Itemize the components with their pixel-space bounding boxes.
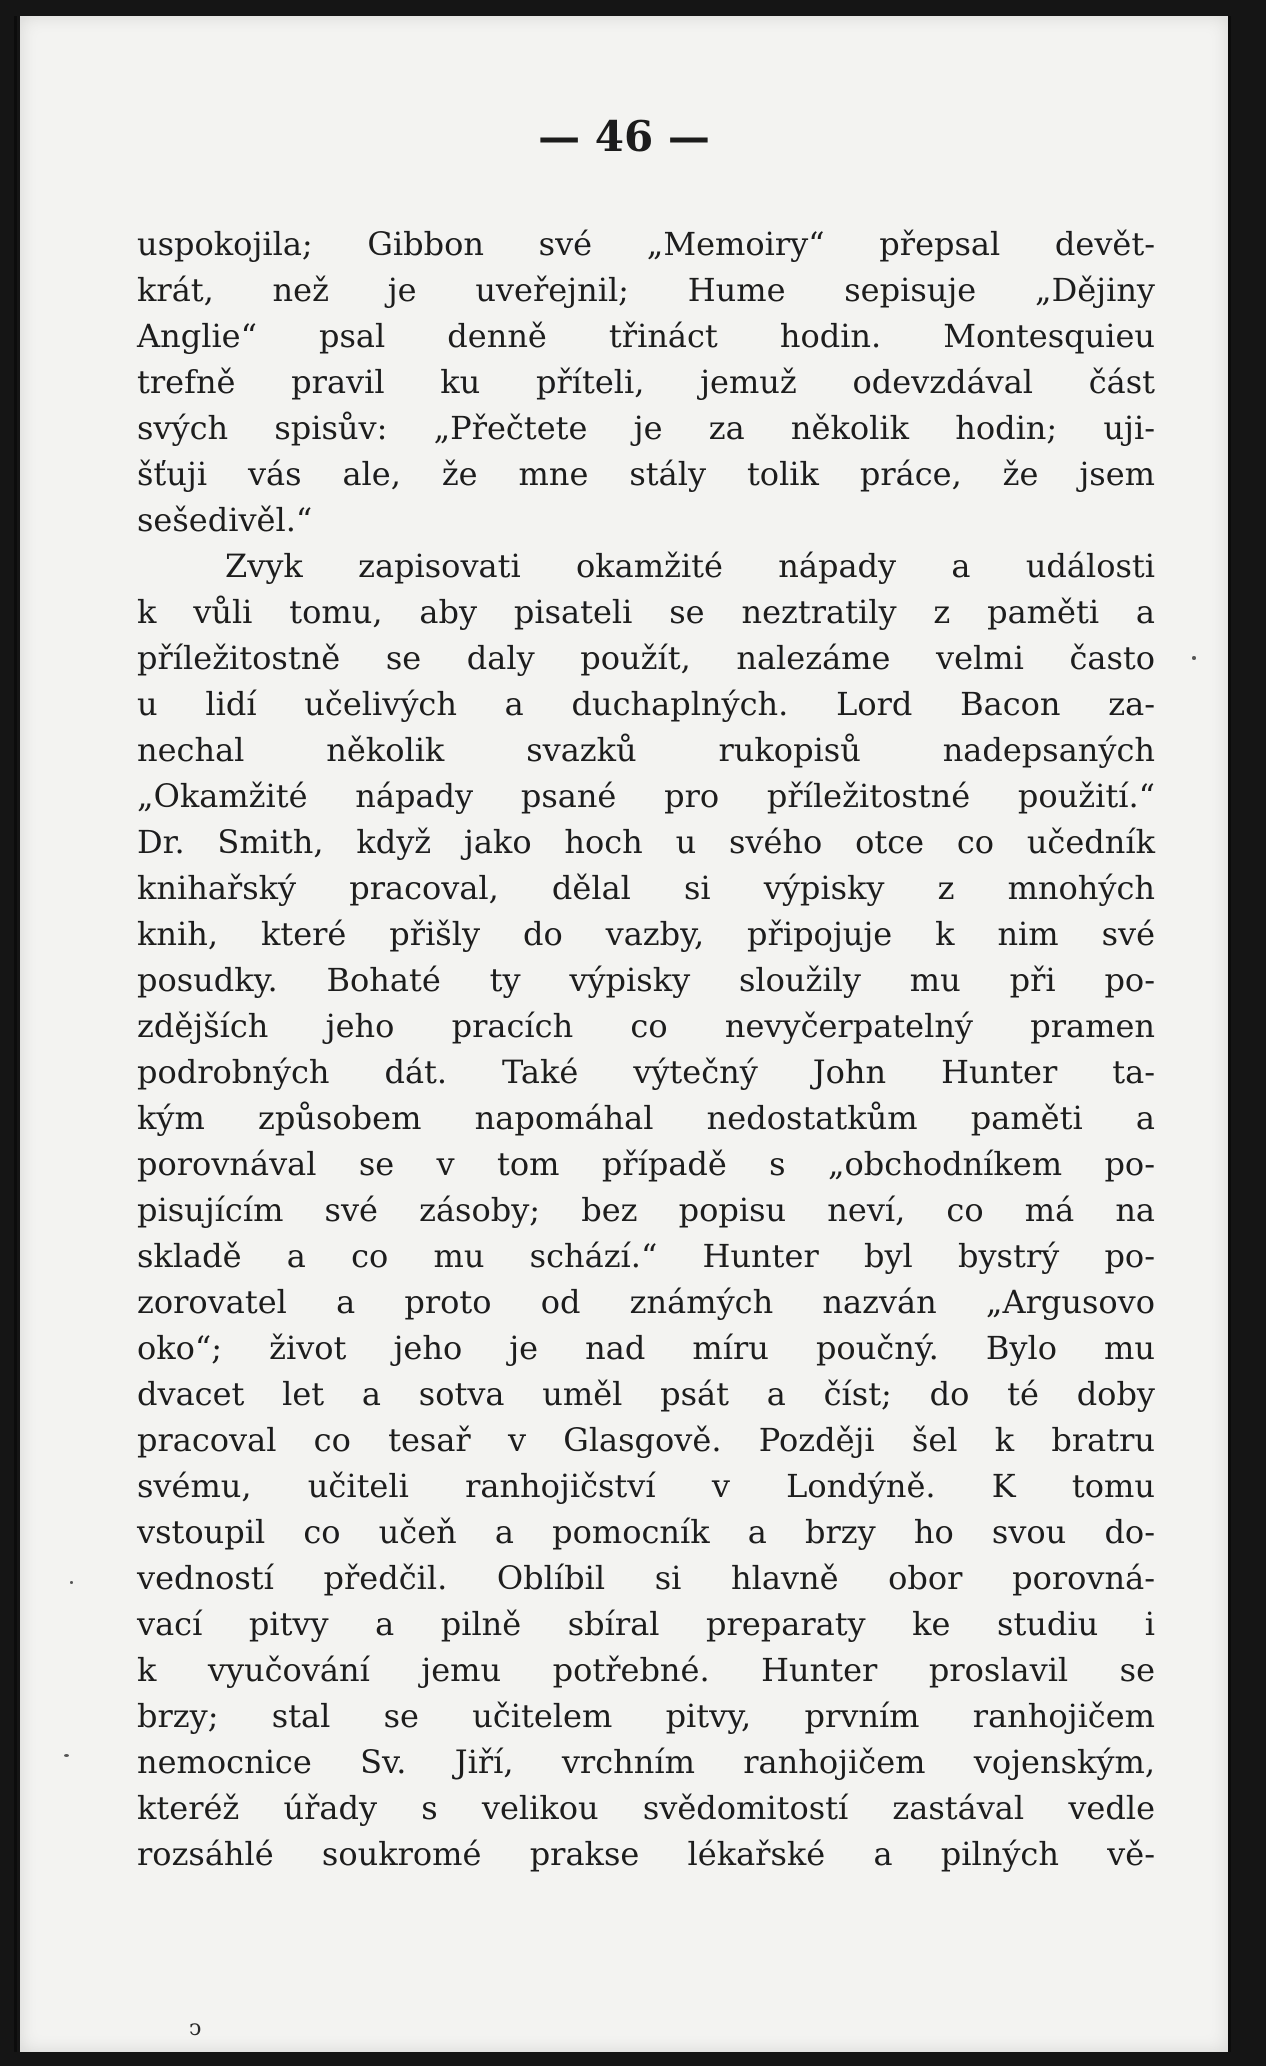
text-line: dvacet let a sotva uměl psát a číst; do té doby (137, 1375, 1155, 1413)
text-line: vedností předčil. Oblíbil si hlavně obor porovná- (137, 1559, 1155, 1597)
page-number: — 46 — (538, 112, 710, 161)
text-line: nechal několik svazků rukopisů nadepsaných (137, 731, 1155, 769)
text-line: uspokojila; Gibbon své „Memoiry“ přepsal devět- (137, 225, 1155, 263)
text-line: vací pitvy a pilně sbíral preparaty ke studiu i (137, 1605, 1155, 1643)
text-line: rozsáhlé soukromé prakse lékařské a pilných vě- (137, 1835, 1155, 1873)
left-edge-shadow (14, 16, 17, 2052)
text-line: Anglie“ psal denně třináct hodin. Montesquieu (137, 317, 1155, 355)
text-line: trefně pravil ku příteli, jemuž odevzdával část (137, 363, 1155, 401)
text-line: Dr. Smith, když jako hoch u svého otce co učedník (137, 823, 1155, 861)
text-line: zdějších jeho pracích co nevyčerpatelný pramen (137, 1007, 1155, 1045)
text-line: svému, učiteli ranhojičství v Londýně. K tomu (137, 1467, 1155, 1505)
text-line: nemocnice Sv. Jiří, vrchním ranhojičem vojenským, (137, 1743, 1155, 1781)
text-line: pracoval co tesař v Glasgově. Později šel k bratru (137, 1421, 1155, 1459)
text-line: vstoupil co učeň a pomocník a brzy ho svou do- (137, 1513, 1155, 1551)
text-line: „Okamžité nápady psané pro příležitostné použití.“ (137, 777, 1155, 815)
body-text (137, 221, 1155, 1877)
right-edge-shadow (1228, 16, 1231, 2052)
footer-mark: ͻ (189, 2016, 202, 2041)
text-line: porovnával se v tom případě s „obchodníkem po- (137, 1145, 1155, 1183)
paper-speck (64, 1754, 69, 1757)
text-line: brzy; stal se učitelem pitvy, prvním ranhojičem (137, 1697, 1155, 1735)
book-page (20, 16, 1228, 2052)
text-line: knih, které přišly do vazby, připojuje k nim své (137, 915, 1155, 953)
text-line: zorovatel a proto od známých nazván „Argusovo (137, 1283, 1155, 1321)
text-line: k vůli tomu, aby pisateli se neztratily z paměti a (137, 593, 1155, 631)
paper-speck (70, 1581, 73, 1584)
text-line: pisujícím své zásoby; bez popisu neví, co má na (137, 1191, 1155, 1229)
text-line: u lidí učelivých a duchaplných. Lord Bacon za- (137, 685, 1155, 723)
text-line: svých spisův: „Přečtete je za několik hodin; uji- (137, 409, 1155, 447)
text-line: oko“; život jeho je nad míru poučný. Bylo mu (137, 1329, 1155, 1367)
text-line: knihařský pracoval, dělal si výpisky z mnohých (137, 869, 1155, 907)
text-line: kteréž úřady s velikou svědomitostí zastával vedle (137, 1789, 1155, 1827)
text-line: šťuji vás ale, že mne stály tolik práce, že jsem (137, 455, 1155, 493)
text-line: příležitostně se daly použít, nalezáme velmi často (137, 639, 1155, 677)
text-line: krát, než je uveřejnil; Hume sepisuje „Dějiny (137, 271, 1155, 309)
text-line: kým způsobem napomáhal nedostatkům paměti a (137, 1099, 1155, 1137)
text-line: podrobných dát. Také výtečný John Hunter ta- (137, 1053, 1155, 1091)
text-line: Zvyk zapisovati okamžité nápady a události (225, 547, 1155, 585)
text-line: skladě a co mu schází.“ Hunter byl bystrý po- (137, 1237, 1155, 1275)
text-line: posudky. Bohaté ty výpisky sloužily mu při po- (137, 961, 1155, 999)
paper-speck (1192, 656, 1196, 660)
text-line: sešedivěl.“ (137, 501, 313, 539)
text-line: k vyučování jemu potřebné. Hunter proslavil se (137, 1651, 1155, 1689)
